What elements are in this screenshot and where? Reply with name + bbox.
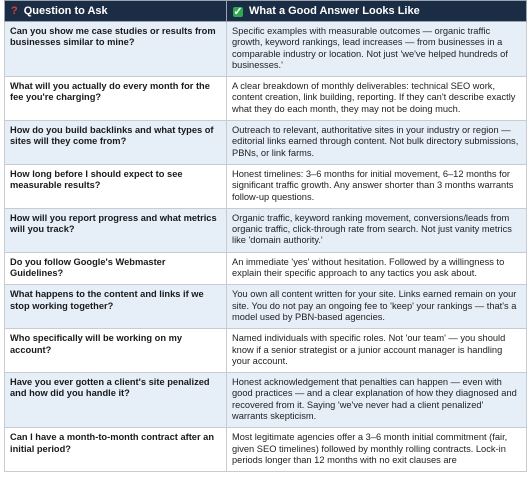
answer-cell: A clear breakdown of monthly deliverables: technical SEO work, content creation, link building, reporting. If they can't describe exactly what they do each month, they may not be doing much. — [227, 77, 527, 121]
answer-column-header — [227, 1, 527, 22]
table-row — [5, 77, 527, 121]
answer-cell: Organic traffic, keyword ranking movement, conversions/leads from organic traffic, click-through rate from search. Not just vanity metrics like 'domain authority.' — [227, 208, 527, 252]
question-cell: Can I have a month-to-month contract after an initial period? — [5, 428, 227, 472]
check-box-icon: ✓ — [233, 6, 243, 18]
table-row — [5, 208, 527, 252]
table-row — [5, 329, 527, 373]
question-cell: What will you actually do every month for the fee you're charging? — [5, 77, 227, 121]
answer-cell: An immediate 'yes' without hesitation. Followed by a willingness to explain their specific approach to any tactics you ask about. — [227, 252, 527, 285]
table-row — [5, 164, 527, 208]
question-cell: How long before I should expect to see measurable results? — [5, 164, 227, 208]
question-cell: Have you ever gotten a client's site penalized and how did you handle it? — [5, 373, 227, 428]
table-row — [5, 22, 527, 77]
answer-cell: Outreach to relevant, authoritative sites in your industry or region — editorial links earned through content. Not bulk directory submissions, PBNs, or link farms. — [227, 121, 527, 165]
question-cell: Can you show me case studies or results from businesses similar to mine? — [5, 22, 227, 77]
answer-cell: Named individuals with specific roles. Not 'our team' — you should know if a senior strategist or a junior account manager is handling your account. — [227, 329, 527, 373]
question-cell: How do you build backlinks and what types of sites will they come from? — [5, 121, 227, 165]
answer-header-label: What a Good Answer Looks Like — [249, 5, 420, 17]
answer-cell: Specific examples with measurable outcomes — organic traffic growth, keyword rankings, lead increases — from businesses in a comparable industry or location. Not just 'we've helped hundreds of businesses.' — [227, 22, 527, 77]
question-cell: How will you report progress and what metrics will you track? — [5, 208, 227, 252]
question-column-header — [5, 1, 227, 22]
table-row — [5, 428, 527, 472]
answer-cell: Honest acknowledgement that penalties can happen — even with good practices — and a clear explanation of how they diagnosed and recovered from it. Saying 'we've never had a client penalized' warrants skepticism. — [227, 373, 527, 428]
question-header-label: Question to Ask — [23, 5, 108, 17]
question-mark-icon: ? — [11, 5, 18, 17]
table-row — [5, 252, 527, 285]
question-cell: Who specifically will be working on my account? — [5, 329, 227, 373]
answer-cell: Most legitimate agencies offer a 3–6 month initial commitment (fair, given SEO timelines) followed by monthly rolling contracts. Lock-in periods longer than 12 months with no exit clauses are — [227, 428, 527, 472]
table-header-row — [5, 1, 527, 22]
question-cell: What happens to the content and links if we stop working together? — [5, 285, 227, 329]
question-cell: Do you follow Google's Webmaster Guidelines? — [5, 252, 227, 285]
answer-cell: You own all content written for your site. Links earned remain on your site. You do not pay an ongoing fee to 'keep' your rankings — that's a model used by PBN-based agencies. — [227, 285, 527, 329]
table-row — [5, 285, 527, 329]
answer-cell: Honest timelines: 3–6 months for initial movement, 6–12 months for significant traffic growth. Any answer shorter than 3 months warrants follow-up questions. — [227, 164, 527, 208]
table-row — [5, 121, 527, 165]
table-row — [5, 373, 527, 428]
seo-questions-table — [4, 0, 527, 472]
